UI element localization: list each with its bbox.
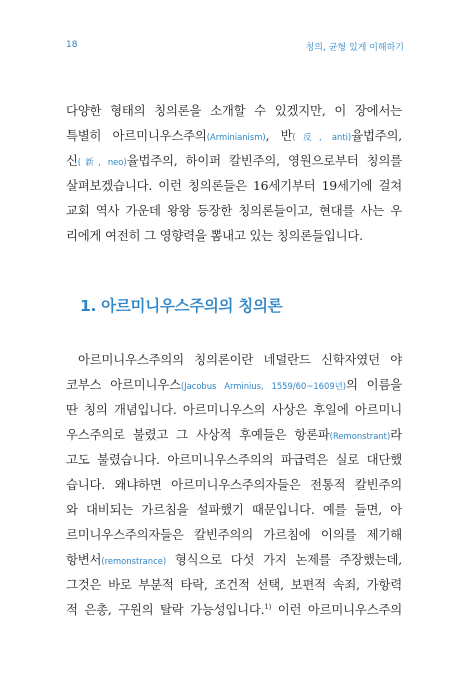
text-run: 적 은총, 구원의 탈락 가능성입니다.: [66, 602, 265, 617]
page-number: 18: [66, 40, 78, 50]
text-run: 우스주의로 불렸고 그 사상적 후예들은 항론파: [66, 427, 330, 442]
annotation-neo: (新, neo): [77, 157, 127, 167]
text-line: [66, 148, 402, 173]
annotation-jacobus-arminius: (Jacobus Arminius, 1559/60~1609년): [180, 381, 347, 391]
text-line: 리에게 여전히 그 영향력을 뽐내고 있는 칭의론들입니다.: [66, 228, 363, 243]
text-run: 율법주의,: [351, 128, 403, 143]
text-run: 신: [66, 153, 78, 168]
text-line: 교회 역사 가운데 왕왕 등장한 칭의론들이고, 현대를 사는 우: [66, 203, 402, 218]
text-line: 와 대비되는 가르침을 설파했기 때문입니다. 예를 들면, 아: [66, 502, 402, 517]
text-line: [66, 123, 402, 148]
text-line: 다양한 형태의 칭의론을 소개할 수 있겠지만, 이 장에서는: [66, 103, 402, 118]
text-run: , 반: [265, 128, 293, 143]
text-line: 르미니우스주의자들은 칼빈주의의 가르침에 이의를 제기해: [66, 527, 402, 542]
text-line: 그것은 바로 부분적 타락, 조건적 선택, 보편적 속죄, 가항력: [66, 577, 402, 592]
section-heading: 1. 아르미니우스주의의 칭의론: [80, 297, 283, 315]
text-line: 고도 불렸습니다. 아르미니우스주의의 파급력은 실로 대단했: [66, 452, 402, 467]
text-run: 코부스 아르미니우스: [66, 377, 181, 392]
text-line: [66, 422, 402, 447]
text-run: 항변서: [66, 552, 102, 567]
text-run: 라: [390, 427, 402, 442]
body-paragraph: [66, 347, 402, 622]
page-header: [66, 40, 404, 54]
text-line: [66, 597, 402, 622]
annotation-remonstrant: (Remonstrant): [329, 431, 391, 441]
text-line: 습니다. 왜냐하면 아르미니우스주의자들은 전통적 칼빈주의: [66, 477, 402, 492]
intro-paragraph: [66, 98, 402, 248]
text-run: 형식으로 다섯 가지 논제를 주장했는데,: [166, 552, 402, 567]
annotation-anti: (反, anti): [292, 132, 352, 142]
text-line: 살펴보겠습니다. 이런 칭의론들은 16세기부터 19세기에 걸쳐: [66, 178, 402, 193]
annotation-remonstrance: (remonstrance): [101, 556, 167, 566]
text-run: 이런 아르미니우스주의: [271, 602, 402, 617]
running-title: 칭의, 균형 있게 이해하기: [305, 43, 404, 53]
text-line: [66, 547, 402, 572]
text-run: 의 이름을: [346, 377, 402, 392]
text-line: 딴 칭의 개념입니다. 아르미니우스의 사상은 후일에 아르미니: [66, 402, 402, 417]
text-run: 특별히 아르미니우스주의: [66, 128, 207, 143]
text-line: 아르미니우스주의의 칭의론이란 네덜란드 신학자였던 야: [78, 352, 402, 367]
annotation-arminianism: (Arminianism): [206, 132, 266, 142]
text-run: 율법주의, 하이퍼 칼빈주의, 영원으로부터 칭의를: [126, 153, 402, 168]
text-line: [66, 372, 402, 397]
footnote-marker[interactable]: 1): [264, 602, 272, 611]
